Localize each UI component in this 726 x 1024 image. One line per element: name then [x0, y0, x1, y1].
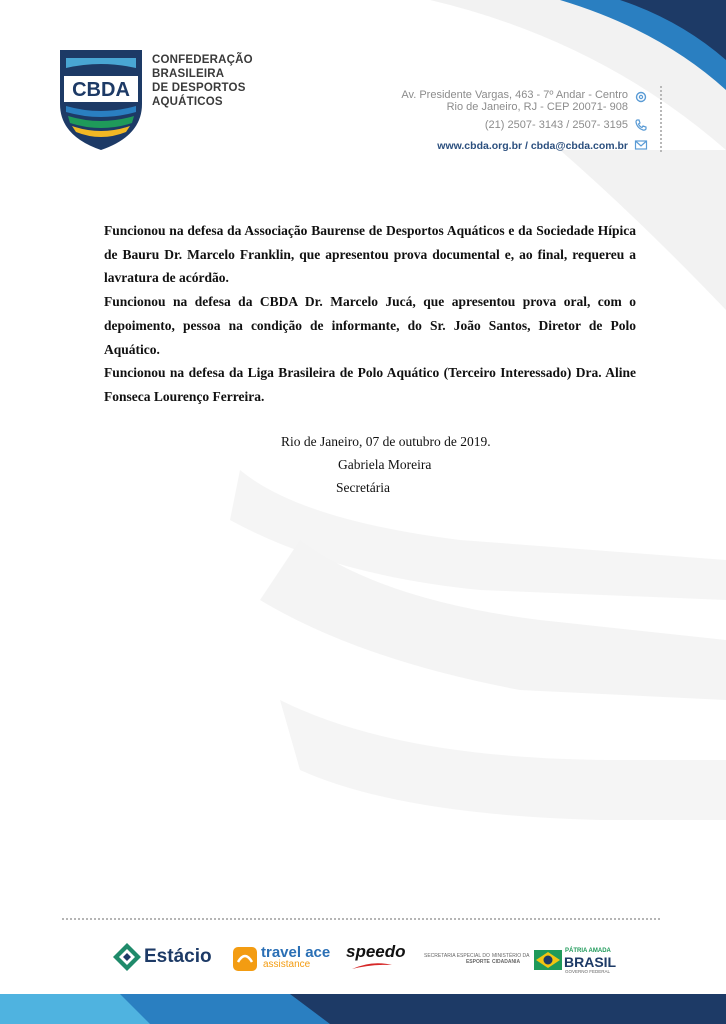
location-pin-icon	[634, 91, 648, 105]
secretaria-line-1: SECRETARIA ESPECIAL DO	[424, 953, 490, 959]
email-icon	[634, 138, 648, 152]
brasil-label: BRASIL	[564, 954, 617, 970]
paragraph: Funcionou na defesa da Associação Baurense de Desportos Aquáticos e da Sociedade Hípica de Bauru Dr. Marcelo Franklin, que apresentou prova documental e, ao final, requereu a lavratura de acórdão.	[104, 223, 636, 286]
paragraph: Funcionou na defesa da Liga Brasileira de Polo Aquático (Terceiro Interessado) Dra. Aline Fonseca Lourenço Ferreira.	[104, 365, 636, 404]
website-email: www.cbda.org.br / cbda@cbda.com.br	[437, 140, 628, 152]
address-line-2: Rio de Janeiro, RJ - CEP 20071- 908	[446, 101, 628, 113]
org-name-line: DE DESPORTOS	[152, 82, 246, 94]
address-line-1: Av. Presidente Vargas, 463 - 7º Andar - Centro	[401, 89, 628, 101]
speedo-label: speedo	[346, 942, 406, 961]
org-name-line: AQUÁTICOS	[152, 96, 223, 108]
contact-block	[368, 89, 628, 152]
governo-federal-label: GOVERNO FEDERAL	[565, 969, 611, 974]
paragraph: Funcionou na defesa da CBDA Dr. Marcelo Jucá, que apresentou prova oral, com o depoimento, pessoa na condição de informante, do Sr. João Santos, Diretor de Polo Aquático.	[104, 294, 636, 357]
sponsor-ministerio	[492, 953, 530, 965]
travel-ace-icon	[232, 946, 258, 972]
organization-name	[152, 53, 253, 109]
footer-color-bar	[0, 994, 726, 1024]
ministerio-line-1: MINISTÉRIO DA	[492, 953, 530, 959]
org-name-line: CONFEDERAÇÃO	[152, 54, 253, 66]
ministerio-line-2: CIDADANIA	[492, 959, 521, 965]
org-name-line: BRASILEIRA	[152, 68, 225, 80]
signer-name: Gabriela Moreira	[338, 457, 432, 472]
phone-icon	[634, 118, 648, 132]
speedo-swoosh-icon	[350, 962, 394, 972]
secretaria-line-2: ESPORTE	[465, 959, 490, 965]
cbda-logo	[56, 44, 146, 152]
sponsor-secretaria	[424, 953, 490, 965]
travel-ace-sub: assistance	[263, 959, 311, 970]
brasil-flag-icon	[534, 950, 562, 970]
phone-numbers: (21) 2507- 3143 / 2507- 3195	[484, 119, 628, 131]
header-divider	[660, 86, 664, 152]
logo-text: CBDA	[72, 79, 130, 101]
estacio-label: Estácio	[144, 946, 212, 967]
footer-divider	[62, 918, 660, 920]
estacio-icon	[112, 942, 142, 972]
travel-ace-label: travel ace	[261, 944, 331, 961]
signer-title: Secretária	[336, 480, 390, 495]
place-date: Rio de Janeiro, 07 de outubro de 2019.	[281, 434, 491, 449]
patria-amada-label: PÁTRIA AMADA	[565, 948, 611, 954]
document-body	[104, 219, 636, 409]
